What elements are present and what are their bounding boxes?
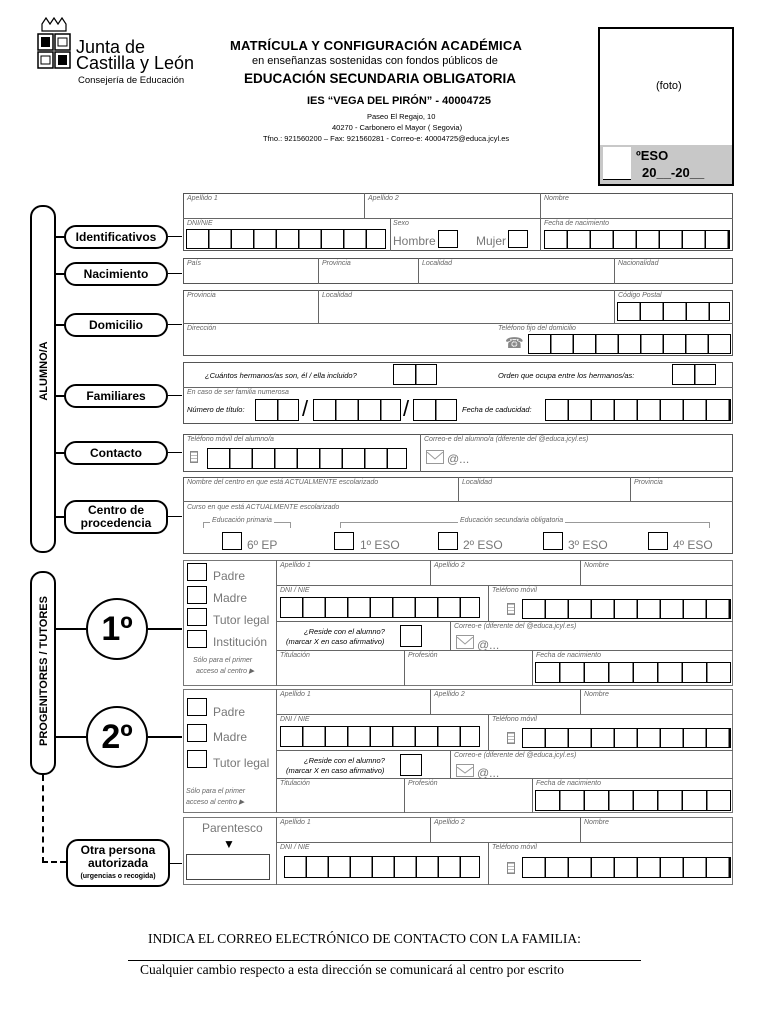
t1-reside-line1: ¿Reside con el alumno? bbox=[304, 627, 385, 636]
label-curso-actual: Curso en que está ACTUALMENTE escolarizado bbox=[187, 504, 340, 511]
t1-email-at[interactable]: @... bbox=[477, 638, 500, 652]
solo-primer-1-line1: Sólo para el primer bbox=[193, 657, 253, 664]
checkbox-tutor-1[interactable] bbox=[187, 608, 207, 626]
form-title: MATRÍCULA Y CONFIGURACIÓN ACADÉMICA bbox=[230, 38, 523, 53]
otra-line1: Otra persona bbox=[80, 842, 156, 857]
otra-line3: (urgencias o recogida) bbox=[80, 872, 156, 880]
t1-dni-boxes[interactable] bbox=[280, 597, 480, 618]
form-title-eso: EDUCACIÓN SECUNDARIA OBLIGATORIA bbox=[244, 71, 517, 86]
t1-label-titulacion: Titulación bbox=[280, 652, 310, 659]
t2-label-apellido2: Apellido 2 bbox=[434, 691, 465, 698]
label-localidad-dom: Localidad bbox=[322, 292, 352, 299]
hermanos-boxes[interactable] bbox=[393, 364, 437, 385]
role-tutor-2: Tutor legal bbox=[213, 756, 270, 770]
t1-label-apellido2: Apellido 2 bbox=[434, 562, 465, 569]
section-contacto: Contacto bbox=[64, 441, 168, 465]
section-familiares: Familiares bbox=[64, 384, 168, 408]
role-padre-1: Padre bbox=[213, 569, 246, 583]
t2-label-nombre: Nombre bbox=[584, 691, 609, 698]
otra-label-dni: DNI / NIE bbox=[280, 844, 310, 851]
label-orden: Orden que ocupa entre los hermanos/as: bbox=[498, 371, 635, 380]
label-nombre-centro: Nombre del centro en que está ACTUALMENTE escolarizado bbox=[187, 479, 379, 486]
label-numero-titulo: Número de título: bbox=[187, 405, 245, 414]
label-localidad-nac: Localidad bbox=[422, 260, 452, 267]
t1-label-fecha-nac: Fecha de nacimiento bbox=[536, 652, 601, 659]
label-nacionalidad: Nacionalidad bbox=[618, 260, 659, 267]
t1-mobile-icon bbox=[507, 603, 515, 615]
tutor-2-number: 2º bbox=[101, 717, 133, 756]
label-provincia-centro: Provincia bbox=[634, 479, 663, 486]
email-line[interactable] bbox=[128, 960, 641, 961]
label-familia-numerosa: En caso de ser familia numerosa bbox=[187, 389, 289, 396]
org-name-line1: Junta de bbox=[76, 37, 146, 57]
org-subtitle: Consejería de Educación bbox=[78, 75, 185, 86]
checkbox-2eso[interactable] bbox=[438, 532, 458, 550]
otra-movil-boxes[interactable] bbox=[522, 857, 731, 878]
role-madre-2: Madre bbox=[213, 730, 248, 744]
t2-checkbox-reside[interactable] bbox=[400, 754, 422, 776]
postal-code-boxes[interactable] bbox=[617, 302, 730, 321]
t1-label-apellido1: Apellido 1 bbox=[280, 562, 311, 569]
chevron-down-icon[interactable]: ▼ bbox=[223, 837, 235, 851]
movil-alumno-boxes[interactable] bbox=[207, 448, 407, 469]
option-hombre: Hombre bbox=[393, 234, 436, 248]
solo-primer-2-line1: Sólo para el primer bbox=[186, 788, 246, 795]
school-city: 40270 - Carbonero el Mayor ( Segovia) bbox=[332, 123, 463, 132]
label-dni: DNI/NIE bbox=[187, 220, 213, 227]
otra-mobile-icon bbox=[507, 862, 515, 874]
label-telefono-fijo: Teléfono fijo del domicilio bbox=[498, 325, 576, 332]
orden-boxes[interactable] bbox=[672, 364, 716, 385]
email-at-alumno[interactable]: @... bbox=[447, 452, 470, 466]
label-localidad-centro: Localidad bbox=[462, 479, 492, 486]
label-fecha-caducidad: Fecha de caducidad: bbox=[462, 405, 532, 414]
t1-label-movil: Teléfono móvil bbox=[492, 587, 537, 594]
school-contact: Tfno.: 921560200 – Fax: 921560281 - Correo-e: 40004725@educa.jcyl.es bbox=[263, 134, 510, 143]
solo-primer-2-line2: acceso al centro ▶ bbox=[186, 799, 245, 806]
role-institucion-1: Institución bbox=[213, 635, 268, 649]
label-sexo: Sexo bbox=[393, 220, 409, 227]
checkbox-6ep[interactable] bbox=[222, 532, 242, 550]
checkbox-madre-1[interactable] bbox=[187, 586, 207, 604]
checkbox-institucion-1[interactable] bbox=[187, 630, 207, 648]
footer-note: Cualquier cambio respecto a esta dirección se comunicará al centro por escrito bbox=[140, 962, 564, 977]
t2-email-at[interactable]: @... bbox=[477, 766, 500, 780]
t1-email-icon bbox=[456, 635, 474, 649]
t2-reside-line1: ¿Reside con el alumno? bbox=[304, 756, 385, 765]
solo-primer-1-line2: acceso al centro ▶ bbox=[196, 668, 255, 675]
t2-label-movil: Teléfono móvil bbox=[492, 716, 537, 723]
t1-reside-line2: (marcar X en caso afirmativo) bbox=[286, 637, 385, 646]
otra-parentesco: Parentesco bbox=[202, 821, 263, 835]
otra-label-apellido1: Apellido 1 bbox=[280, 819, 311, 826]
label-provincia-nac: Provincia bbox=[322, 260, 351, 267]
t2-movil-boxes[interactable] bbox=[522, 728, 731, 748]
label-ed-primaria: Educación primaria bbox=[212, 517, 272, 524]
checkbox-tutor-2[interactable] bbox=[187, 750, 207, 768]
otra-label-nombre: Nombre bbox=[584, 819, 609, 826]
otra-label-apellido2: Apellido 2 bbox=[434, 819, 465, 826]
otra-label-movil: Teléfono móvil bbox=[492, 844, 537, 851]
school-name: IES “VEGA DEL PIRÓN” - 40004725 bbox=[307, 95, 492, 107]
option-6ep: 6º EP bbox=[247, 538, 278, 552]
role-padre-2: Padre bbox=[213, 705, 246, 719]
phone-icon: ☎ bbox=[505, 335, 524, 352]
section-centro bbox=[64, 500, 168, 534]
section-domicilio: Domicilio bbox=[64, 313, 168, 337]
t2-label-profesion: Profesión bbox=[408, 780, 438, 787]
otra-persona-pill bbox=[66, 839, 170, 887]
course-label: ºESO bbox=[636, 148, 669, 163]
caducidad-boxes[interactable] bbox=[545, 399, 731, 421]
label-codigo-postal: Código Postal bbox=[618, 292, 662, 299]
course-number-cell[interactable] bbox=[603, 147, 631, 180]
tutor-1-number: 1º bbox=[101, 609, 133, 648]
checkbox-madre-2[interactable] bbox=[187, 724, 207, 742]
section-identificativos: Identificativos bbox=[64, 225, 168, 249]
option-mujer: Mujer bbox=[476, 234, 507, 248]
checkbox-3eso[interactable] bbox=[543, 532, 563, 550]
option-3eso: 3º ESO bbox=[568, 538, 608, 552]
section-centro-line2: procedencia bbox=[80, 516, 152, 530]
slash-2: / bbox=[403, 396, 410, 421]
t2-label-dni: DNI / NIE bbox=[280, 716, 310, 723]
label-apellido2: Apellido 2 bbox=[368, 195, 399, 202]
coat-of-arms-icon bbox=[36, 16, 72, 76]
slash-1: / bbox=[302, 396, 309, 421]
t2-label-apellido1: Apellido 1 bbox=[280, 691, 311, 698]
school-address: Paseo El Regajo, 10 bbox=[367, 112, 436, 121]
t1-birthdate-boxes[interactable] bbox=[535, 662, 731, 683]
label-ed-secundaria: Educación secundaria obligatoria bbox=[460, 517, 564, 524]
t2-label-fecha-nac: Fecha de nacimiento bbox=[536, 780, 601, 787]
logo bbox=[36, 16, 72, 76]
label-fecha-nac: Fecha de nacimiento bbox=[544, 220, 609, 227]
t2-dni-boxes[interactable] bbox=[280, 726, 480, 747]
footer-instruction: INDICA EL CORREO ELECTRÓNICO DE CONTACTO CON LA FAMILIA: bbox=[148, 931, 581, 946]
section-centro-line1: Centro de bbox=[87, 503, 144, 517]
photo-label: (foto) bbox=[656, 80, 682, 92]
label-apellido1: Apellido 1 bbox=[187, 195, 218, 202]
dni-boxes[interactable] bbox=[186, 229, 386, 249]
t2-birthdate-boxes[interactable] bbox=[535, 790, 731, 811]
t1-movil-boxes[interactable] bbox=[522, 599, 731, 619]
t1-checkbox-reside[interactable] bbox=[400, 625, 422, 647]
progenitores-side-label: PROGENITORES / TUTORES bbox=[38, 596, 50, 746]
label-pais: País bbox=[187, 260, 202, 267]
t1-label-correo: Correo-e (diferente del @educa.jcyl.es) bbox=[454, 623, 577, 630]
email-icon bbox=[426, 450, 444, 464]
t1-label-dni: DNI / NIE bbox=[280, 587, 310, 594]
t1-label-profesion: Profesión bbox=[408, 652, 438, 659]
label-direccion: Dirección bbox=[187, 325, 217, 332]
label-correo-alumno: Correo-e del alumno/a (diferente del @educa.jcyl.es) bbox=[424, 436, 589, 443]
titulo-boxes-2[interactable] bbox=[313, 399, 401, 421]
checkbox-padre-2[interactable] bbox=[187, 698, 207, 716]
label-movil-alumno: Teléfono móvil del alumno/a bbox=[187, 436, 274, 443]
t2-email-icon bbox=[456, 764, 474, 777]
option-2eso: 2º ESO bbox=[463, 538, 503, 552]
t2-label-correo: Correo-e (diferente del @educa.jcyl.es) bbox=[454, 752, 577, 759]
t2-reside-line2: (marcar X en caso afirmativo) bbox=[286, 766, 385, 775]
option-1eso: 1º ESO bbox=[360, 538, 400, 552]
checkbox-padre-1[interactable] bbox=[187, 563, 207, 581]
role-tutor-1: Tutor legal bbox=[213, 613, 270, 627]
tutor-2-circle bbox=[86, 706, 148, 768]
t2-label-titulacion: Titulación bbox=[280, 780, 310, 787]
mobile-icon bbox=[190, 451, 198, 463]
checkbox-1eso[interactable] bbox=[334, 532, 354, 550]
checkbox-4eso[interactable] bbox=[648, 532, 668, 550]
otra-line2: autorizada bbox=[87, 855, 148, 870]
titulo-boxes-1[interactable] bbox=[255, 399, 299, 421]
t2-mobile-icon bbox=[507, 732, 515, 744]
checkbox-mujer[interactable] bbox=[508, 230, 528, 248]
birthdate-boxes[interactable] bbox=[544, 230, 730, 249]
landline-boxes[interactable] bbox=[528, 334, 731, 354]
option-4eso: 4º ESO bbox=[673, 538, 713, 552]
titulo-boxes-3[interactable] bbox=[413, 399, 457, 421]
role-madre-1: Madre bbox=[213, 591, 248, 605]
course-year[interactable]: 20__-20__ bbox=[642, 165, 705, 180]
alumno-side-label: ALUMNO/A bbox=[38, 341, 50, 401]
label-nombre: Nombre bbox=[544, 195, 569, 202]
label-provincia-dom: Provincia bbox=[187, 292, 216, 299]
t1-label-nombre: Nombre bbox=[584, 562, 609, 569]
checkbox-hombre[interactable] bbox=[438, 230, 458, 248]
parentesco-input[interactable] bbox=[186, 854, 270, 880]
org-name-line2: Castilla y León bbox=[76, 53, 195, 73]
tutor-1-circle bbox=[86, 598, 148, 660]
section-nacimiento: Nacimiento bbox=[64, 262, 168, 286]
otra-dni-boxes[interactable] bbox=[284, 856, 480, 878]
label-hermanos: ¿Cuántos hermanos/as son, él / ella incluido? bbox=[205, 371, 357, 380]
form-subtitle: en enseñanzas sostenidas con fondos públicos de bbox=[252, 55, 498, 67]
